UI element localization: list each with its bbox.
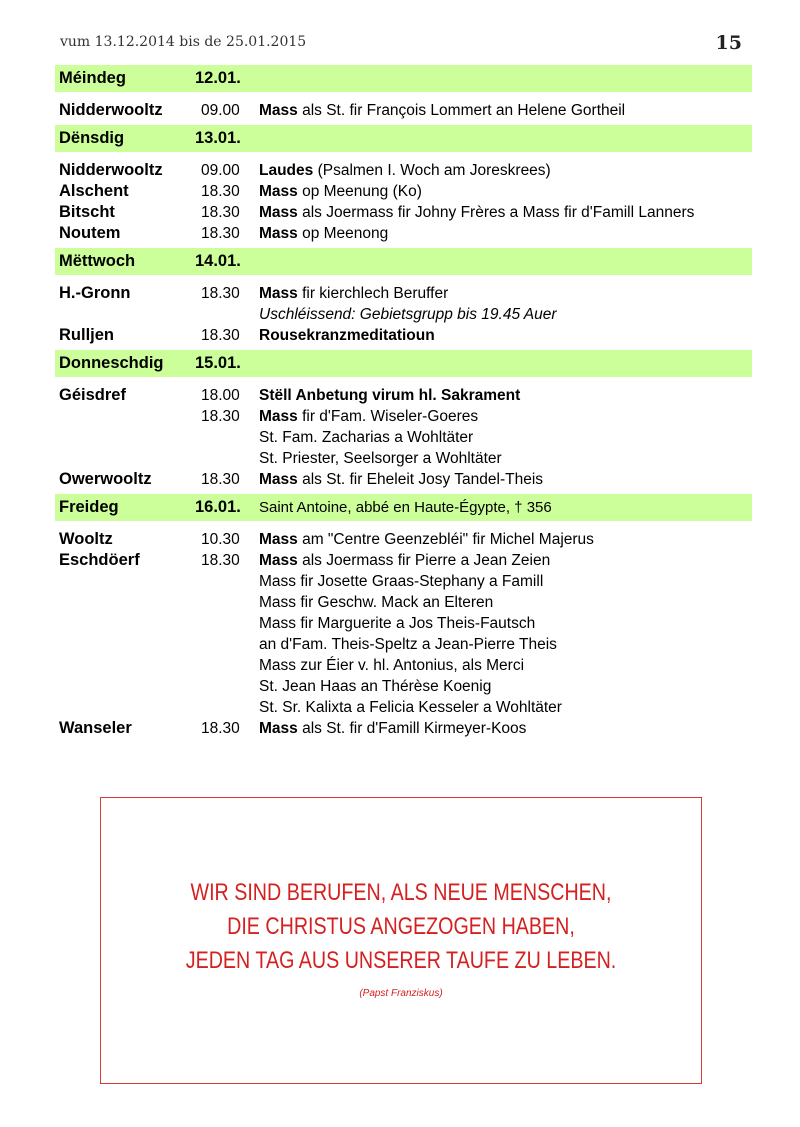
- entry-line: [55, 427, 752, 448]
- entry-line: [55, 325, 752, 346]
- description: [259, 636, 557, 654]
- description-text: St. Fam. Zacharias a Wohltäter: [259, 429, 474, 446]
- location: Nidderwooltz: [59, 161, 163, 179]
- description-text: fir d'Fam. Wiseler-Goeres: [297, 408, 479, 425]
- entry-line: [55, 697, 752, 718]
- entry-line: [55, 676, 752, 697]
- description-text: St. Priester, Seelsorger a Wohltäter: [259, 450, 502, 467]
- keyword: Mass: [259, 720, 298, 737]
- description: [259, 327, 435, 345]
- quote-box: [100, 797, 702, 1084]
- keyword: Mass: [259, 531, 298, 548]
- keyword: Mass: [259, 183, 298, 200]
- day-entries: [55, 160, 752, 244]
- day-date: 14.01.: [195, 252, 241, 270]
- day-entries: [55, 100, 752, 121]
- description: [259, 408, 478, 426]
- time: 09.00: [201, 162, 240, 179]
- description: [259, 225, 388, 243]
- description-text: Mass fir Josette Graas-Stephany a Famill: [259, 573, 544, 590]
- description: [259, 573, 543, 591]
- entry-line: [55, 100, 752, 121]
- time: 10.30: [201, 531, 240, 548]
- description: [259, 450, 502, 468]
- entry-line: [55, 613, 752, 634]
- keyword: Mass: [259, 285, 298, 302]
- description-text: an d'Fam. Theis-Speltz a Jean-Pierre Theis: [259, 636, 557, 653]
- day-name: Donneschdig: [59, 354, 164, 372]
- description-text: St. Sr. Kalixta a Felicia Kesseler a Wohltäter: [259, 699, 562, 716]
- schedule-entry: [55, 529, 752, 550]
- time: 18.30: [201, 552, 240, 569]
- quote-line: JEDEN TAG AUS UNSERER TAUFE ZU LEBEN.: [185, 947, 617, 974]
- keyword: Mass: [259, 552, 298, 569]
- quote-text: [101, 876, 701, 999]
- day-date: 13.01.: [195, 129, 241, 147]
- day-header: [55, 350, 752, 377]
- entry-line: [55, 385, 752, 406]
- entry-line: [55, 223, 752, 244]
- description: [259, 387, 520, 405]
- description-text: am "Centre Geenzebléi" fir Michel Majerus: [297, 531, 594, 548]
- entry-line: [55, 550, 752, 571]
- schedule-entry: [55, 406, 752, 469]
- entry-line: [55, 304, 752, 325]
- day-header: [55, 65, 752, 92]
- description-text: (Psalmen I. Woch am Joreskrees): [313, 162, 551, 179]
- mass-schedule: [55, 65, 752, 743]
- entry-line: [55, 718, 752, 739]
- description-text: als Joermass fir Johny Frères a Mass fir d'Famill Lanners: [297, 204, 695, 221]
- day-date: 16.01.: [195, 498, 241, 516]
- entry-line: [55, 655, 752, 676]
- entry-line: [55, 571, 752, 592]
- entry-line: [55, 202, 752, 223]
- description: [259, 615, 535, 633]
- location: Owerwooltz: [59, 470, 152, 488]
- entry-line: [55, 469, 752, 490]
- quote-line: DIE CHRISTUS ANGEZOGEN HABEN,: [227, 913, 575, 940]
- time: 18.30: [201, 285, 240, 302]
- location: Géisdref: [59, 386, 126, 404]
- keyword: Mass: [259, 225, 298, 242]
- keyword: Stëll Anbetung virum hl. Sakrament: [259, 387, 521, 404]
- day-entries: [55, 385, 752, 490]
- schedule-entry: [55, 718, 752, 739]
- time: 18.00: [201, 387, 240, 404]
- description-text: als Joermass fir Pierre a Jean Zeien: [297, 552, 551, 569]
- description: [259, 552, 550, 570]
- description: [259, 471, 543, 489]
- description: [259, 594, 493, 612]
- location: Alschent: [59, 182, 129, 200]
- time: 18.30: [201, 225, 240, 242]
- location: H.-Gronn: [59, 284, 131, 302]
- keyword: Laudes: [259, 162, 314, 179]
- location: Wanseler: [59, 719, 132, 737]
- description: [259, 102, 625, 120]
- description-text: St. Jean Haas an Thérèse Koenig: [259, 678, 492, 695]
- time: 18.30: [201, 471, 240, 488]
- entry-line: [55, 283, 752, 304]
- quote-line: WIR SIND BERUFEN, ALS NEUE MENSCHEN,: [190, 879, 612, 906]
- day-note: Saint Antoine, abbé en Haute-Égypte, † 356: [259, 499, 552, 516]
- schedule-entry: [55, 385, 752, 406]
- day-entries: [55, 529, 752, 739]
- time: 09.00: [201, 102, 240, 119]
- day-name: Mëttwoch: [59, 252, 136, 270]
- description-text: Uschléissend: Gebietsgrupp bis 19.45 Auer: [259, 306, 557, 323]
- description: [259, 285, 448, 303]
- entry-line: [55, 181, 752, 202]
- description-text: Mass fir Geschw. Mack an Elteren: [259, 594, 494, 611]
- entry-line: [55, 634, 752, 655]
- schedule-entry: [55, 181, 752, 202]
- entry-line: [55, 529, 752, 550]
- description: [259, 531, 594, 549]
- quote-author: (Papst Franziskus): [359, 988, 443, 999]
- description: [259, 162, 551, 180]
- day-name: Dënsdig: [59, 129, 125, 147]
- description: [259, 183, 422, 201]
- page-header: [60, 32, 742, 54]
- schedule-entry: [55, 550, 752, 718]
- entry-line: [55, 406, 752, 427]
- description-text: fir kierchlech Beruffer: [297, 285, 449, 302]
- schedule-entry: [55, 325, 752, 346]
- time: 18.30: [201, 204, 240, 221]
- keyword: Mass: [259, 204, 298, 221]
- location: Wooltz: [59, 530, 113, 548]
- description-text: op Meenung (Ko): [297, 183, 422, 200]
- keyword: Mass: [259, 471, 298, 488]
- description: [259, 429, 473, 447]
- day-header: [55, 248, 752, 275]
- description: [259, 699, 562, 717]
- keyword: Rousekranzmeditatioun: [259, 327, 435, 344]
- description-text: Mass zur Éier v. hl. Antonius, als Merci: [259, 657, 525, 674]
- time: 18.30: [201, 720, 240, 737]
- day-name: Méindeg: [59, 69, 126, 87]
- schedule-entry: [55, 100, 752, 121]
- time: 18.30: [201, 408, 240, 425]
- day-header: [55, 125, 752, 152]
- page-number: 15: [715, 32, 742, 54]
- description-text: als St. fir d'Famill Kirmeyer-Koos: [297, 720, 527, 737]
- entry-line: [55, 160, 752, 181]
- description-text: als St. fir Eheleit Josy Tandel-Theis: [297, 471, 544, 488]
- entry-line: [55, 448, 752, 469]
- schedule-entry: [55, 223, 752, 244]
- location: Noutem: [59, 224, 121, 242]
- description-text: op Meenong: [297, 225, 389, 242]
- description: [259, 720, 526, 738]
- location: Eschdöerf: [59, 551, 140, 569]
- description: [259, 204, 694, 222]
- description: [259, 678, 491, 696]
- location: Rulljen: [59, 326, 115, 344]
- day-entries: [55, 283, 752, 346]
- description: [259, 306, 557, 324]
- schedule-entry: [55, 202, 752, 223]
- schedule-entry: [55, 469, 752, 490]
- description-text: Mass fir Marguerite a Jos Theis-Fautsch: [259, 615, 536, 632]
- schedule-entry: [55, 283, 752, 325]
- date-range: vum 13.12.2014 bis de 25.01.2015: [60, 34, 307, 50]
- day-date: 15.01.: [195, 354, 241, 372]
- day-date: 12.01.: [195, 69, 241, 87]
- location: Bitscht: [59, 203, 115, 221]
- schedule-entry: [55, 160, 752, 181]
- day-name: Freideg: [59, 498, 119, 516]
- description: [259, 657, 524, 675]
- time: 18.30: [201, 327, 240, 344]
- keyword: Mass: [259, 102, 298, 119]
- keyword: Mass: [259, 408, 298, 425]
- description-text: als St. fir François Lommert an Helene Gortheil: [297, 102, 626, 119]
- location: Nidderwooltz: [59, 101, 163, 119]
- entry-line: [55, 592, 752, 613]
- time: 18.30: [201, 183, 240, 200]
- day-header: [55, 494, 752, 521]
